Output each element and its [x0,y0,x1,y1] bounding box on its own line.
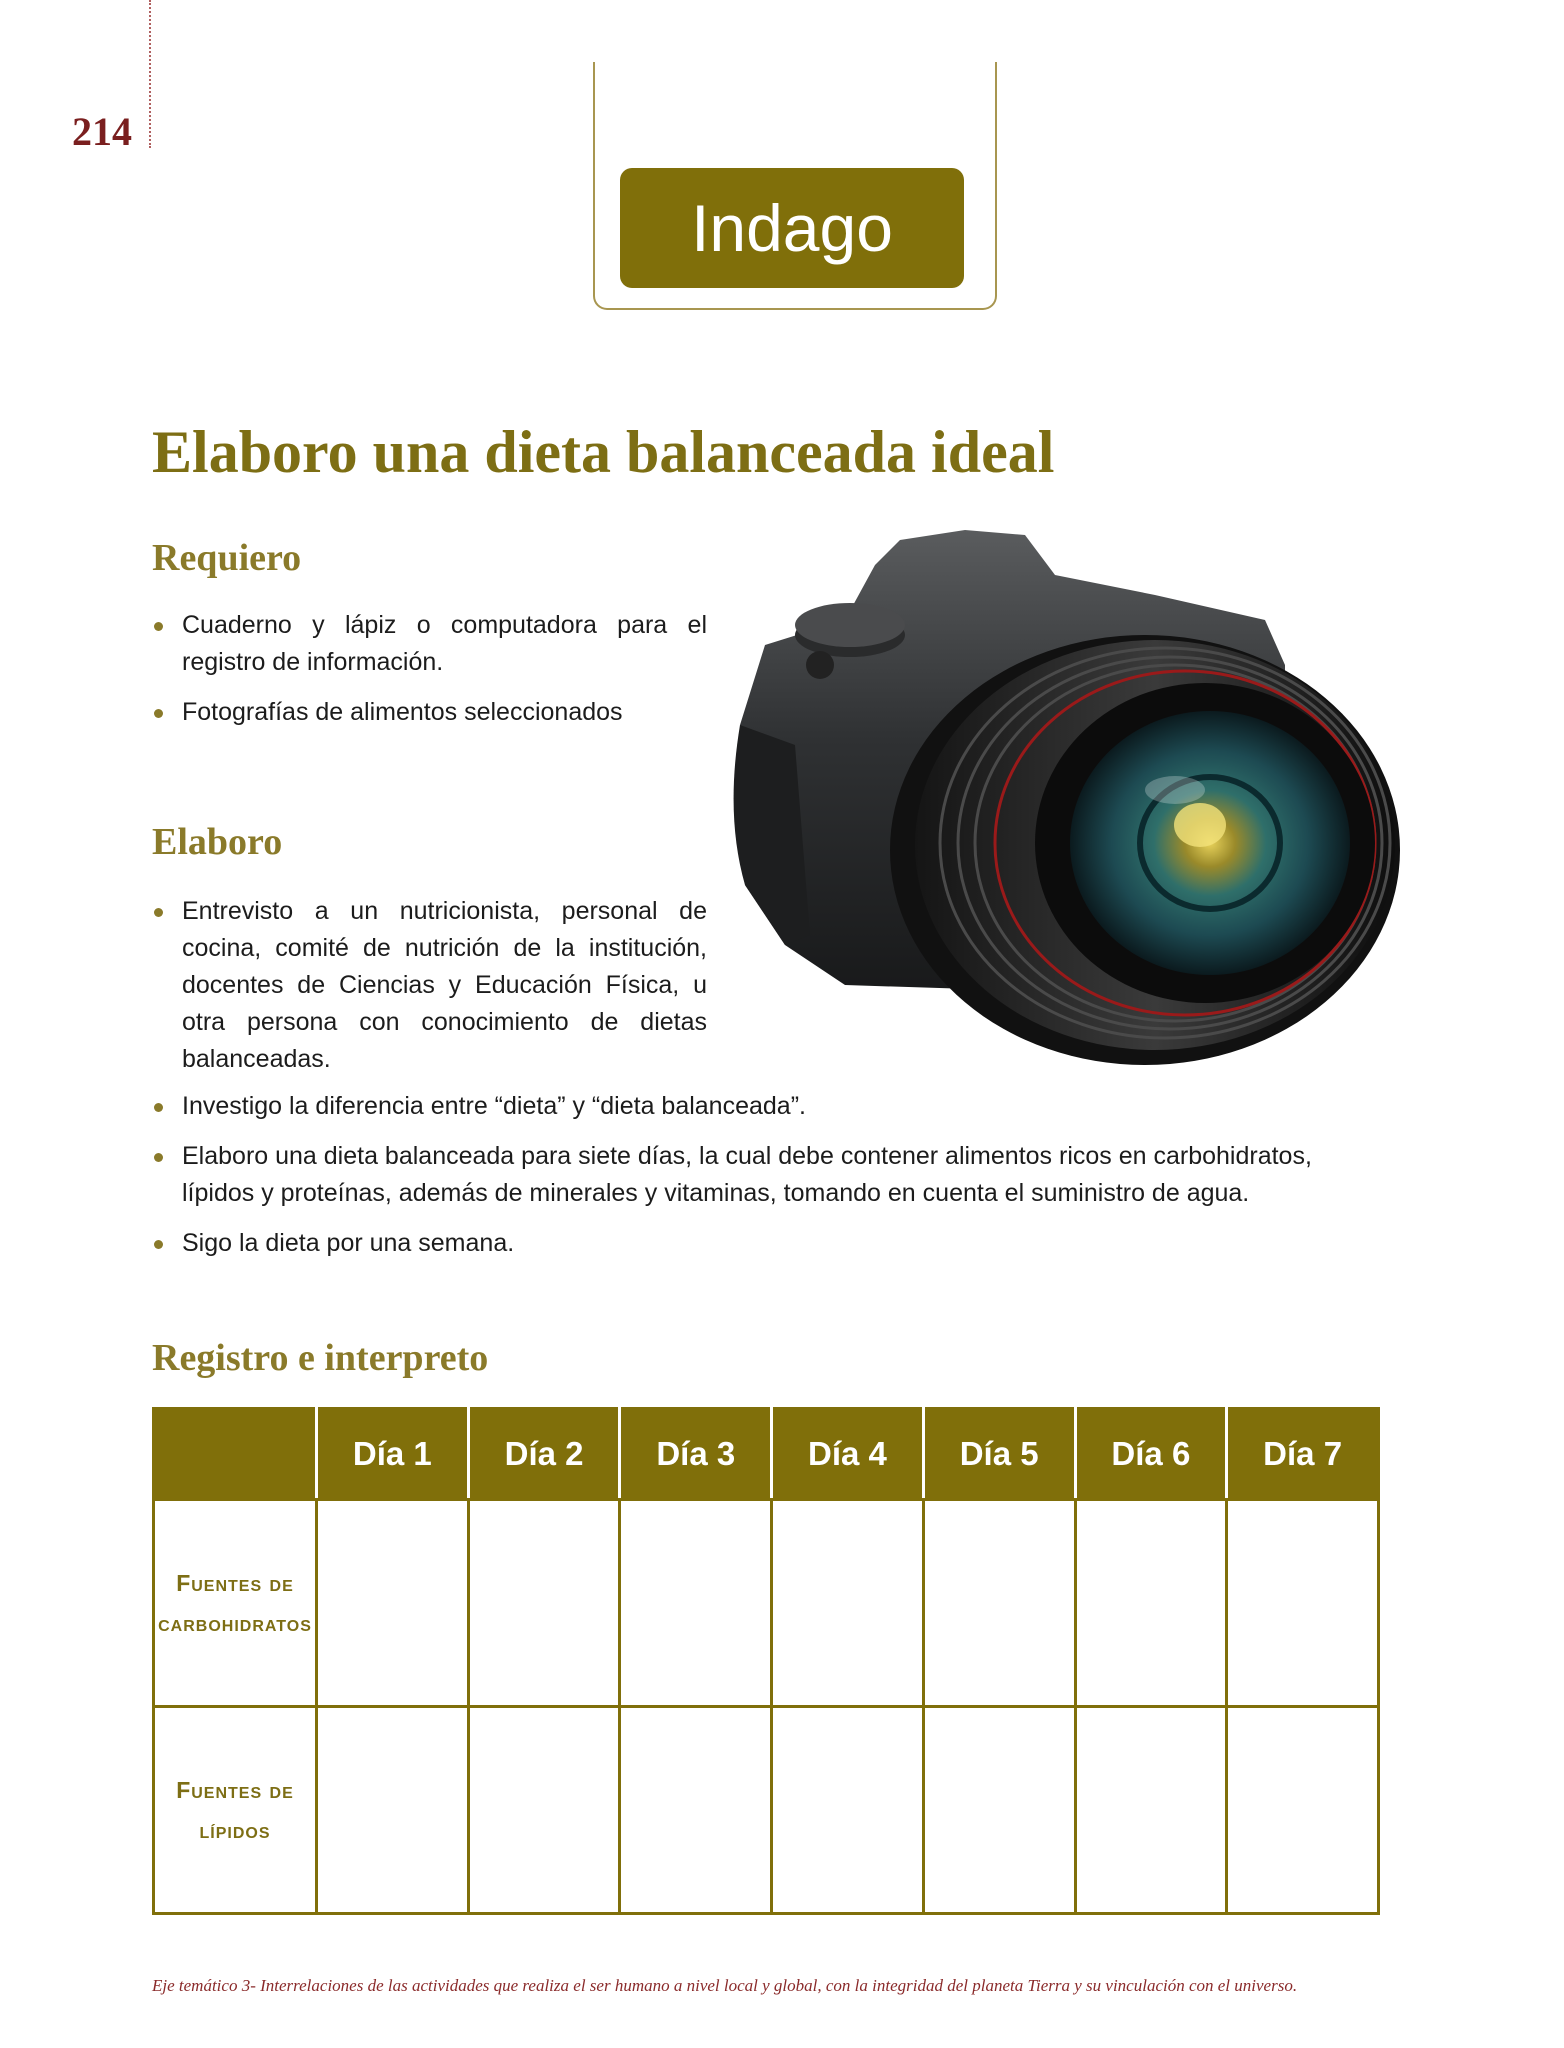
requiero-list [152,607,707,744]
header-day: Día 1 [317,1409,469,1500]
row-label: Fuentes de carbohidratos [154,1500,317,1707]
table-cell[interactable] [317,1500,469,1707]
heading-registro: Registro e interpreto [152,1337,489,1379]
table-cell[interactable] [923,1500,1075,1707]
elaboro-list [152,1088,1380,1275]
section-tab [620,168,964,288]
table-cell[interactable] [468,1707,620,1914]
header-day: Día 5 [923,1409,1075,1500]
table-cell[interactable] [1075,1707,1227,1914]
section-tab-label: Indago [691,191,893,265]
table-header-row [154,1409,1379,1500]
table-cell[interactable] [317,1707,469,1914]
margin-dotted-rule [149,0,151,148]
table-cell[interactable] [1227,1707,1379,1914]
header-day: Día 3 [620,1409,772,1500]
list-item: Cuaderno y lápiz o computadora para el registro de información. [152,607,707,681]
table-row [154,1707,1379,1914]
table-cell[interactable] [1075,1500,1227,1707]
table-cell[interactable] [923,1707,1075,1914]
table-cell[interactable] [620,1500,772,1707]
header-day: Día 7 [1227,1409,1379,1500]
footer-note: Eje temático 3- Interrelaciones de las actividades que realiza el ser humano a nivel local y global, con la integridad del planeta Tierra y su vinculación con el universo. [152,1976,1298,1995]
camera-image [725,525,1400,1070]
diet-table [152,1407,1380,1915]
table-cell[interactable] [1227,1500,1379,1707]
elaboro-list-top [152,893,707,1091]
page-title: Elaboro una dieta balanceada ideal [152,419,1055,485]
list-item: Elaboro una dieta balanceada para siete días, la cual debe contener alimentos ricos en carbohidratos, lípidos y proteínas, además de minerales y vitaminas, tomando en cuenta el suministro de agua. [152,1138,1380,1212]
heading-elaboro: Elaboro [152,821,283,863]
list-item: Entrevisto a un nutricionista, personal de cocina, comité de nutrición de la institución, docentes de Ciencias y Educación Física, u otra persona con conocimiento de dietas balanceadas. [152,893,707,1078]
header-day: Día 6 [1075,1409,1227,1500]
table-row [154,1500,1379,1707]
row-label: Fuentes de lípidos [154,1707,317,1914]
table-cell[interactable] [772,1500,924,1707]
header-corner [154,1409,317,1500]
list-item: Fotografías de alimentos seleccionados [152,694,707,731]
list-item: Sigo la dieta por una semana. [152,1225,1380,1262]
table-cell[interactable] [620,1707,772,1914]
header-day: Día 2 [468,1409,620,1500]
header-day: Día 4 [772,1409,924,1500]
page-number: 214 [72,109,132,154]
table-cell[interactable] [772,1707,924,1914]
heading-requiero: Requiero [152,537,302,579]
list-item: Investigo la diferencia entre “dieta” y “dieta balanceada”. [152,1088,1380,1125]
table-cell[interactable] [468,1500,620,1707]
